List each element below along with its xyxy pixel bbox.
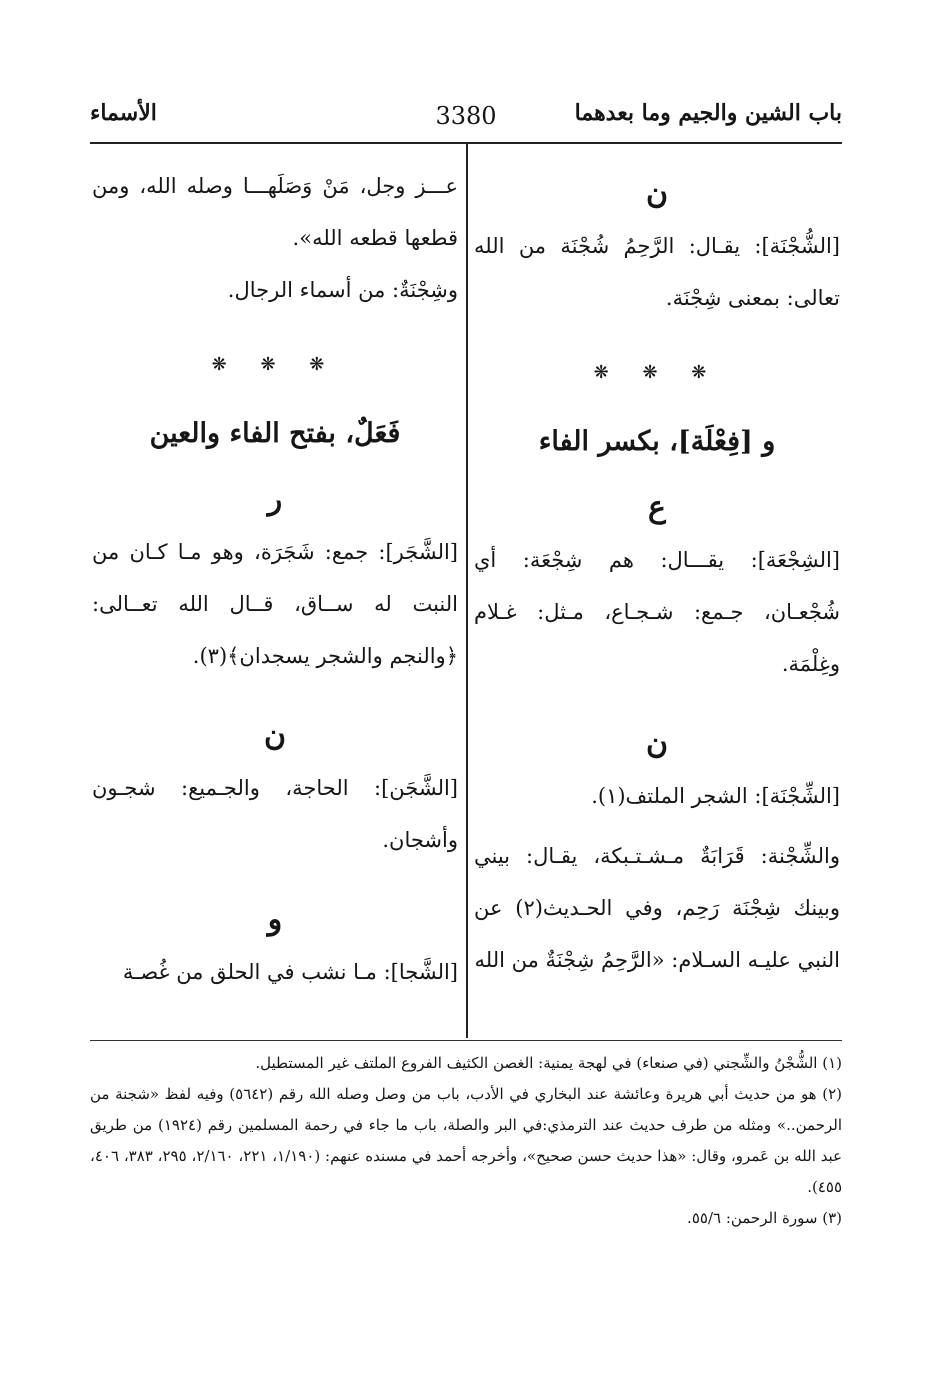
entry-shaja: [الشَّجا]: مـا نشب في الحلق من غُصـة bbox=[122, 960, 458, 984]
entry-shijna-kinship: والشِّجْنة: قَرَابَةٌ مـشـتـبكة، يقـال: بيني وبينك شِجْنَة رَحِم، وفي الحـديث(٢) عن النبي عليـه السـلام: «الرَّحِمُ شِجْنَةٌ من الله bbox=[474, 844, 840, 972]
entry-shajan: [الشَّجَن]: الحاجة، والجـميع: شجـون وأشجان. bbox=[92, 776, 458, 852]
footnote-2: (٢) هو من حديث أبي هريرة وعائشة عند البخاري في الأدب، باب من وصل وصله الله رقم (٥٦٤٢) وفيه لفظ «شجنة من الرحمن..» ومثله من طرف حديث عند الترمذي:في البر والصلة، باب ما جاء في رحمة المسلمين رقم (١٩٢٤) من طريق عبد الله بن عَمرو، وقال: «هذا حديث حسن صحيح»، وأخرجه أحمد في مسنده عنهم: (١/١٩٠، ٢٢١، ٢/١٦٠، ٢٩٥، ٣٨٣، ٤٠٦، ٤٥٥). bbox=[90, 1085, 843, 1196]
root-letter-ra: ر bbox=[267, 482, 283, 517]
root-letter-nun-2: ن bbox=[645, 726, 669, 761]
right-column bbox=[474, 160, 840, 986]
root-letter-ayn: ع bbox=[648, 490, 666, 525]
entry-hadith-continuation: عـــز وجل، مَنْ وَصَلَهـــا وصله الله، ومن قطعها قطعه الله». bbox=[92, 174, 458, 250]
entry-shujna: [الشُّجْنَة]: يقـال: الرَّحِمُ شُجْنَة من الله تعالى: بمعنى شِجْنَة. bbox=[474, 234, 840, 310]
entry-shijah: [الشِجْعَة]: يقـــال: هم شِجْعَة: أي شُجْعـان، جـمع: شـجـاع، مـثل: غـلام وغِلْمَة. bbox=[474, 548, 840, 676]
running-head-section: الأسماء bbox=[90, 100, 157, 126]
spacer bbox=[474, 690, 840, 710]
footnote-3: (٣) سورة الرحمن: ٥٥/٦. bbox=[687, 1209, 842, 1227]
column-divider bbox=[466, 142, 468, 1038]
footnotes bbox=[90, 1048, 842, 1234]
entry-shajar: [الشَّجَر]: جمع: شَجَرَة، وهو مـا كـان من النبت له ســاق، قــال الله تعــالى: ﴿والنجم والشجر يسجدان﴾(٣). bbox=[92, 540, 458, 668]
page-header bbox=[90, 96, 842, 140]
separator-stars: ❋ ❋ ❋ bbox=[593, 362, 721, 383]
section-title-faal: فَعَلٌ، بفتح الفاء والعين bbox=[149, 418, 401, 449]
page-number: 3380 bbox=[435, 102, 497, 130]
left-column bbox=[92, 160, 458, 998]
entry-shijna: [الشِّجْنَة]: الشجر الملتف(١). bbox=[591, 784, 840, 808]
running-head-chapter: باب الشين والجيم وما بعدهما bbox=[574, 100, 842, 126]
root-letter-nun-3: ن bbox=[263, 718, 287, 753]
root-letter-nun: ن bbox=[645, 176, 669, 211]
spacer-2 bbox=[92, 682, 458, 702]
entry-shijna-name: وشِجْنَةٌ: من أسماء الرجال. bbox=[227, 278, 458, 302]
footnote-rule bbox=[90, 1040, 842, 1041]
separator-stars-2: ❋ ❋ ❋ bbox=[211, 354, 339, 375]
footnote-1: (١) الشُّجْنُ والشِّجني (في صنعاء) في لهجة يمنية: الغصن الكثيف الفروع الملتف غير المستطيل. bbox=[255, 1054, 842, 1072]
spacer-3 bbox=[92, 866, 458, 886]
section-title-filah: و [فِعْلَة]، بكسر الفاء bbox=[538, 426, 776, 457]
root-letter-waw: و bbox=[267, 902, 283, 937]
